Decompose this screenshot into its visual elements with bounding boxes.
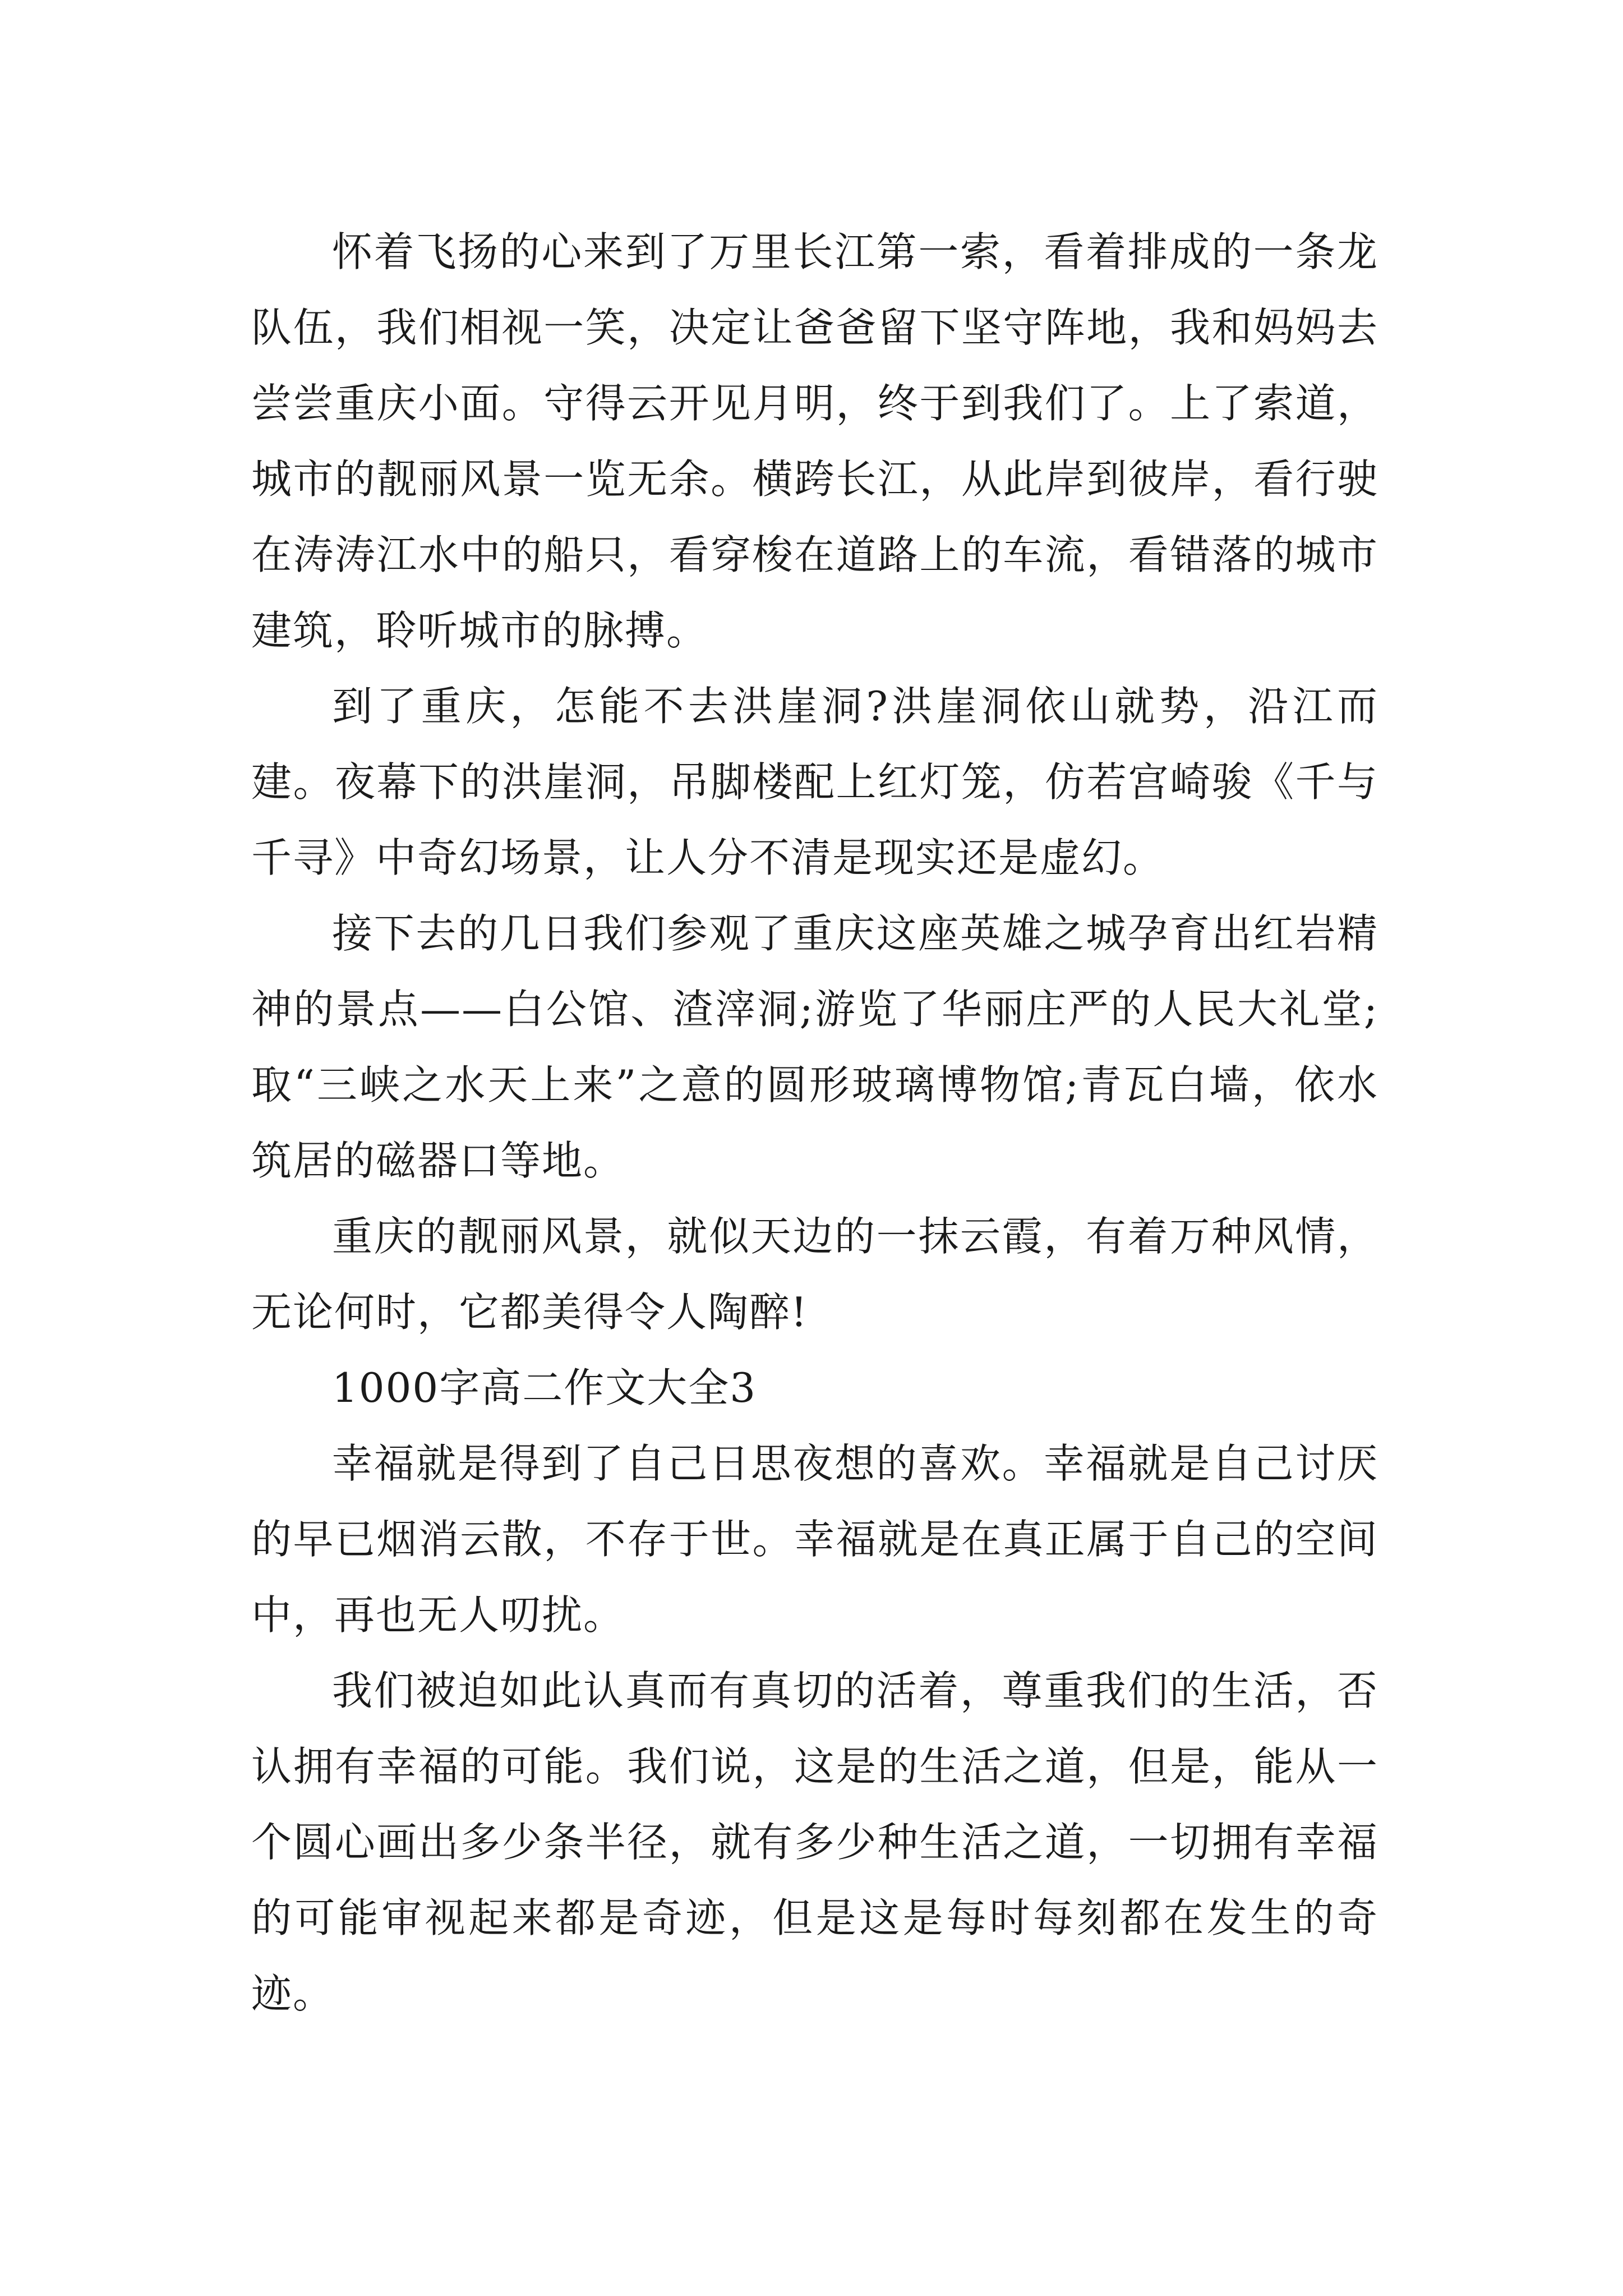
section-heading: 1000字高二作文大全3 [332,1364,757,1411]
paragraph-cable-car: 怀着飞扬的心来到了万里长江第一索，看着排成的一条龙队伍，我们相视一笑，决定让爸爸留下坚守阵地，我和妈妈去尝尝重庆小面。守得云开见月明，终于到我们了。上了索道，城市的靓丽风景一览无余。横跨长江，从此岸到彼岸，看行驶在涛涛江水中的船只，看穿梭在道路上的车流，看错落的城市建筑，聆听城市的脉搏。 [251,228,1378,654]
paragraph-conclusion: 重庆的靓丽风景，就似天边的一抹云霞，有着万种风情，无论何时，它都美得令人陶醉! [251,1213,1378,1336]
document-body [251,214,1378,2032]
paragraph-life-way: 我们被迫如此认真而有真切的活着，尊重我们的生活，否认拥有幸福的可能。我们说，这是的生活之道，但是，能从一个圆心画出多少条半径，就有多少种生活之道，一切拥有幸福的可能审视起来都是奇迹，但是这是每时每刻都在发生的奇迹。 [251,1667,1378,2017]
paragraph-hongya-cave: 到了重庆，怎能不去洪崖洞?洪崖洞依山就势，沿江而建。夜幕下的洪崖洞，吊脚楼配上红灯笼，仿若宫崎骏《千与千寻》中奇幻场景，让人分不清是现实还是虚幻。 [251,683,1378,881]
paragraph-sightseeing: 接下去的几日我们参观了重庆这座英雄之城孕育出红岩精神的景点——白公馆、渣滓洞;游览了华丽庄严的人民大礼堂;取“三峡之水天上来”之意的圆形玻璃博物馆;青瓦白墙，依水筑居的磁器口等地。 [251,910,1378,1184]
paragraph-happiness: 幸福就是得到了自己日思夜想的喜欢。幸福就是自己讨厌的早已烟消云散，不存于世。幸福就是在真正属于自己的空间中，再也无人叨扰。 [251,1440,1378,1639]
